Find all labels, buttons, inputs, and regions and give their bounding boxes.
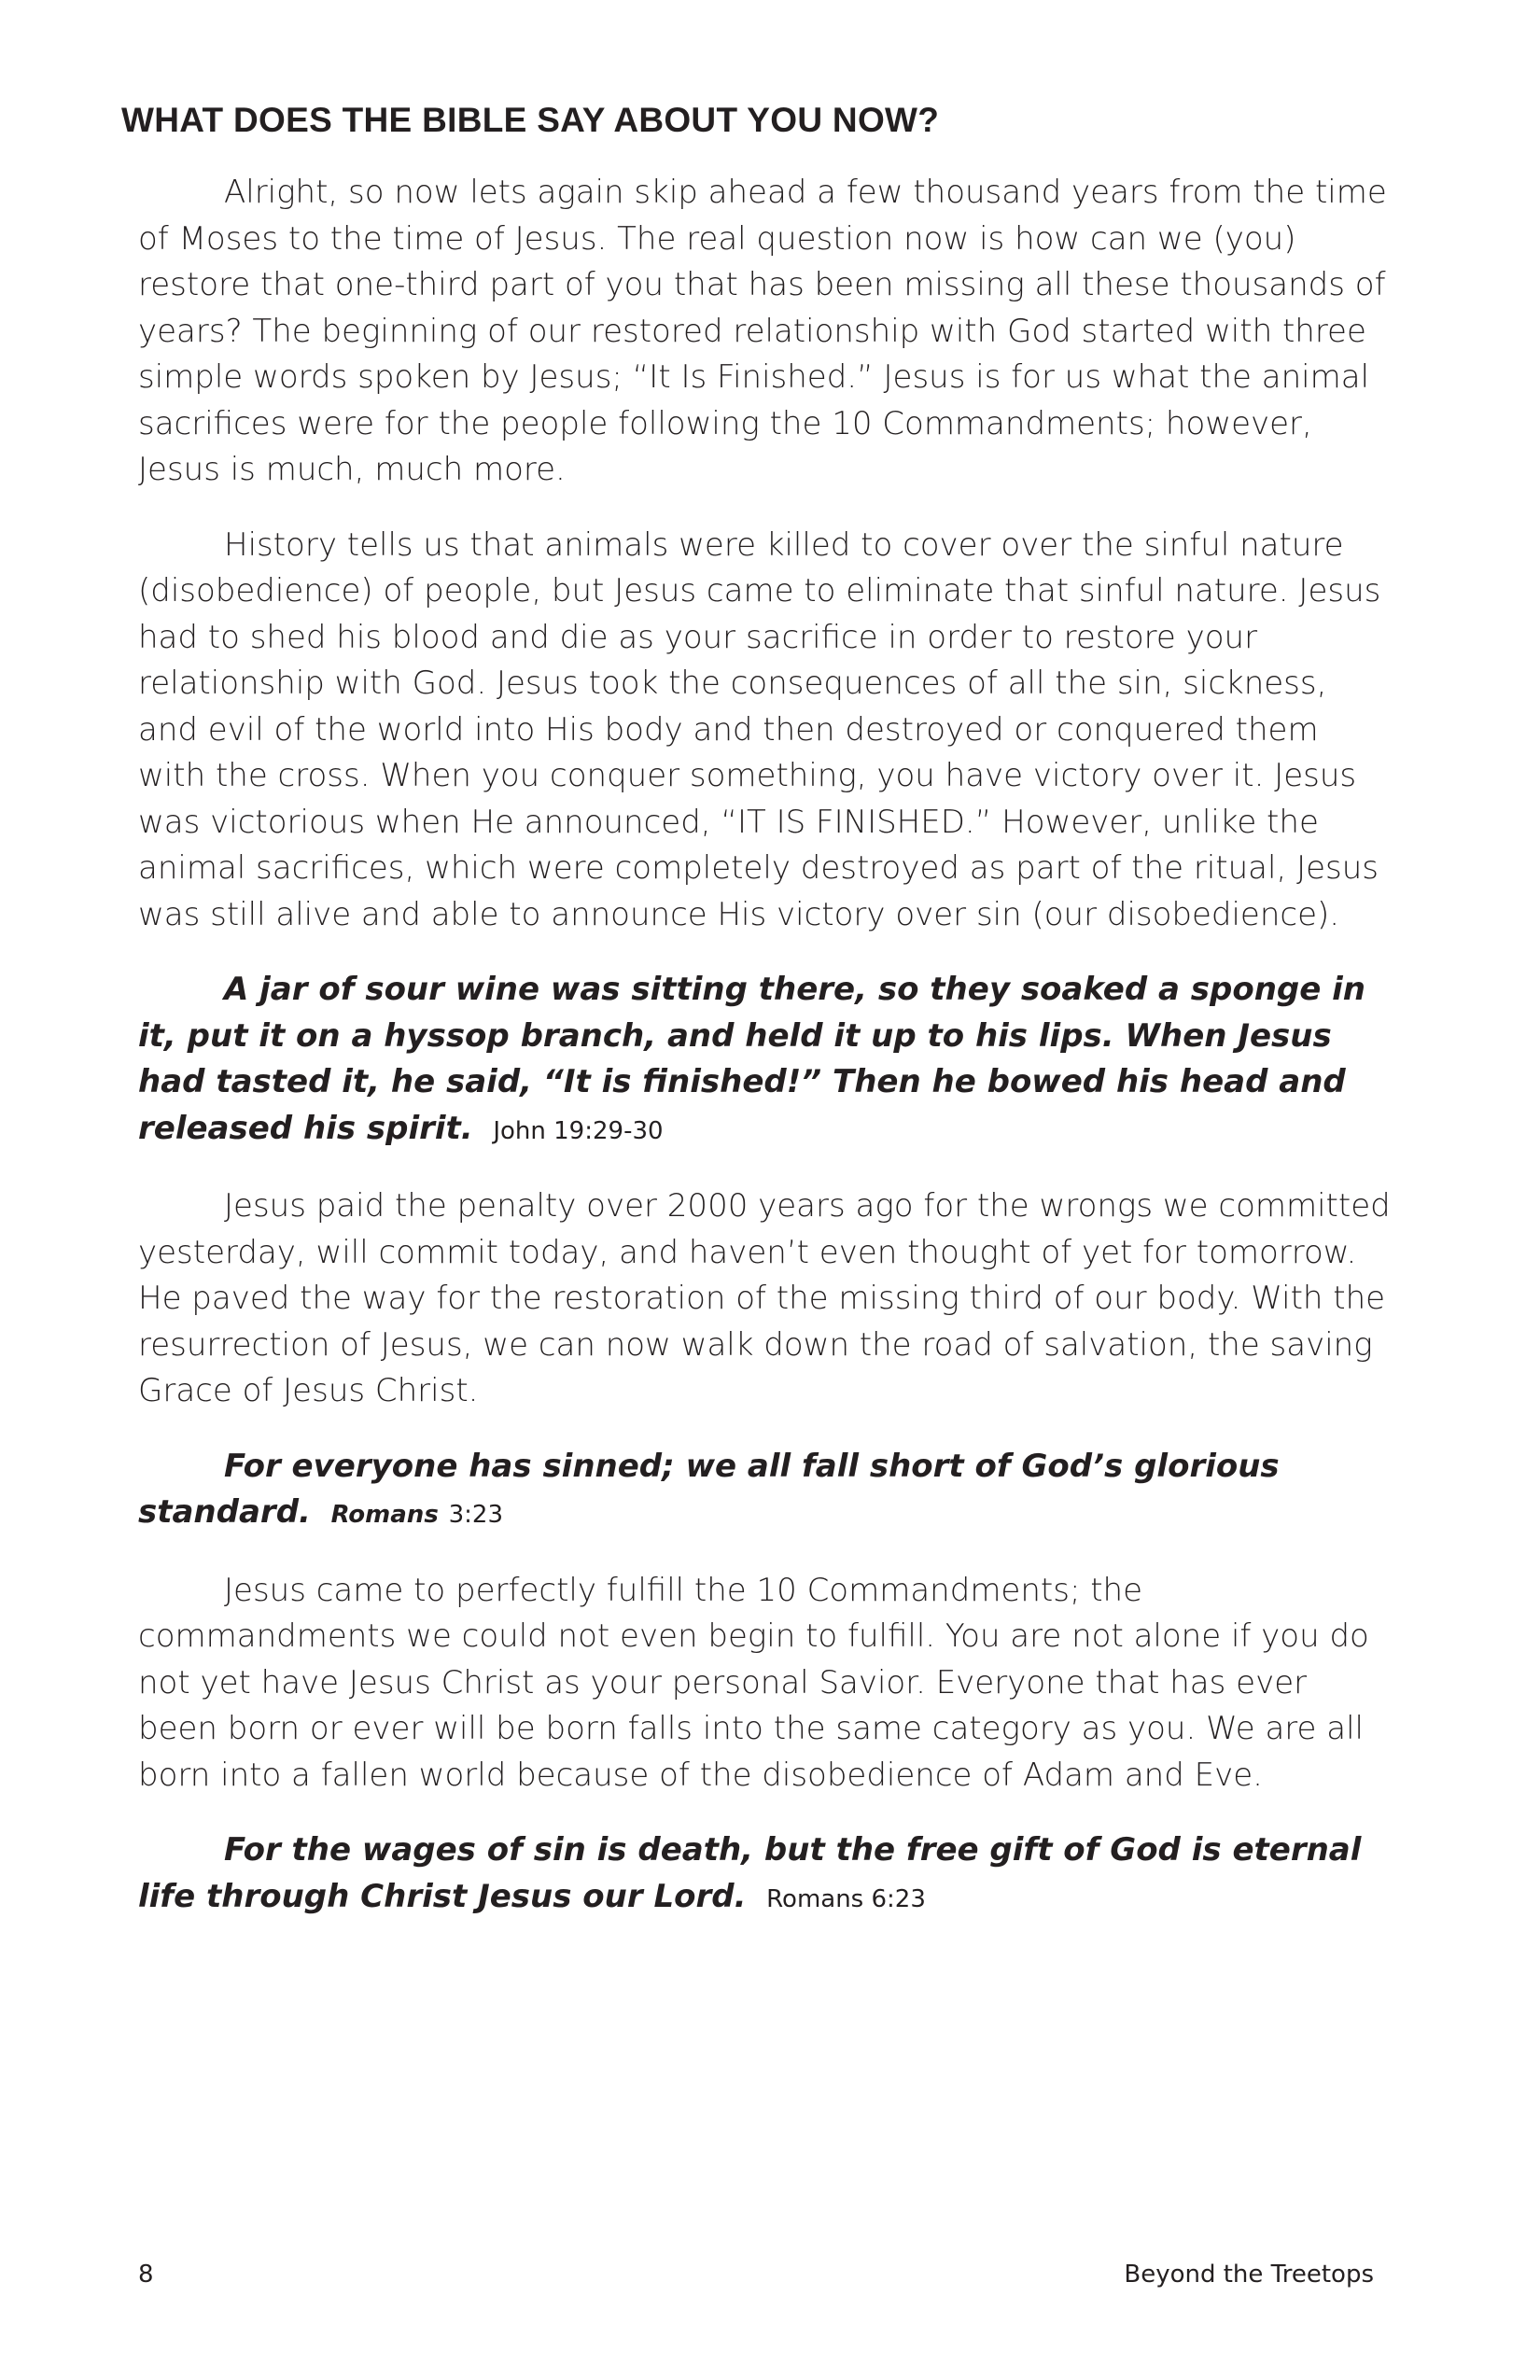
running-footer-title: Beyond the Treetops: [1124, 2261, 1374, 2289]
scripture-quote-3: [138, 1827, 1393, 1923]
scripture-reference: Romans 6:23: [766, 1884, 926, 1913]
scripture-text: A jar of sour wine was sitting there, so they soaked a sponge in it, put it on a hyssop branch, and held it up to his lips. When Jesus had tasted it, he said, “It is finished!” Then he bowed his head and released his spirit.: [138, 971, 1366, 1147]
scripture-reference: John 19:29-30: [493, 1116, 664, 1145]
paragraph-3: Jesus paid the penalty over 2000 years ago for the wrongs we committed yesterday, will commit today, and haven’t even thought of yet for tomorrow. He paved the way for the restoration of the missing third of our body. With the resurrection of Jesus, we can now walk down the road of salvation, the saving Grace of Jesus Christ.: [138, 1187, 1391, 1409]
scripture-reference-book: Romans: [330, 1501, 439, 1529]
page-number: 8: [138, 2261, 154, 2289]
scripture-text: For the wages of sin is death, but the free gift of God is eternal life through Christ Jesus our Lord.: [138, 1831, 1362, 1915]
section-heading: WHAT DOES THE BIBLE SAY ABOUT YOU NOW?: [121, 101, 940, 139]
paragraph-4: Jesus came to perfectly fulfill the 10 Commandments; the commandments we could not even begin to fulfill. You are not alone if you do not yet have Jesus Christ as your personal Savior. Everyone that has ever been born or ever will be born falls into the same category as you. We are all born into a fallen world because of the disobedience of Adam and Eve.: [138, 1571, 1369, 1794]
scripture-quote-1: [138, 967, 1393, 1155]
paragraph-1: Alright, so now lets again skip ahead a few thousand years from the time of Moses to the time of Jesus. The real question now is how can we (you) restore that one-third part of you that has been missing all these thousands of years? The beginning of our restored relationship with God started with three simple words spoken by Jesus; “It Is Finished.” Jesus is for us what the animal sacrifices were for the people following the 10 Commandments; however, Jesus is much, much more.: [138, 174, 1387, 488]
scripture-reference-number: 3:23: [448, 1501, 503, 1529]
scripture-quote-2: [138, 1444, 1393, 1539]
scripture-text: For everyone has sinned; we all fall short of God’s glorious standard.: [138, 1447, 1280, 1531]
paragraph-2: History tells us that animals were killed to cover over the sinful nature (disobedience) of people, but Jesus came to eliminate that sinful nature. Jesus had to shed his blood and die as your sacrifice in order to restore your relationship with God. Jesus took the consequences of all the sin, sickness, and evil of the world into His body and then destroyed or conquered them with the cross. When you conquer something, you have victory over it. Jesus was victorious when He announced, “IT IS FINISHED.” However, unlike the animal sacrifices, which were completely destroyed as part of the ritual, Jesus was still alive and able to announce His victory over sin (our disobedience).: [138, 525, 1381, 933]
page-body: [138, 170, 1393, 1952]
